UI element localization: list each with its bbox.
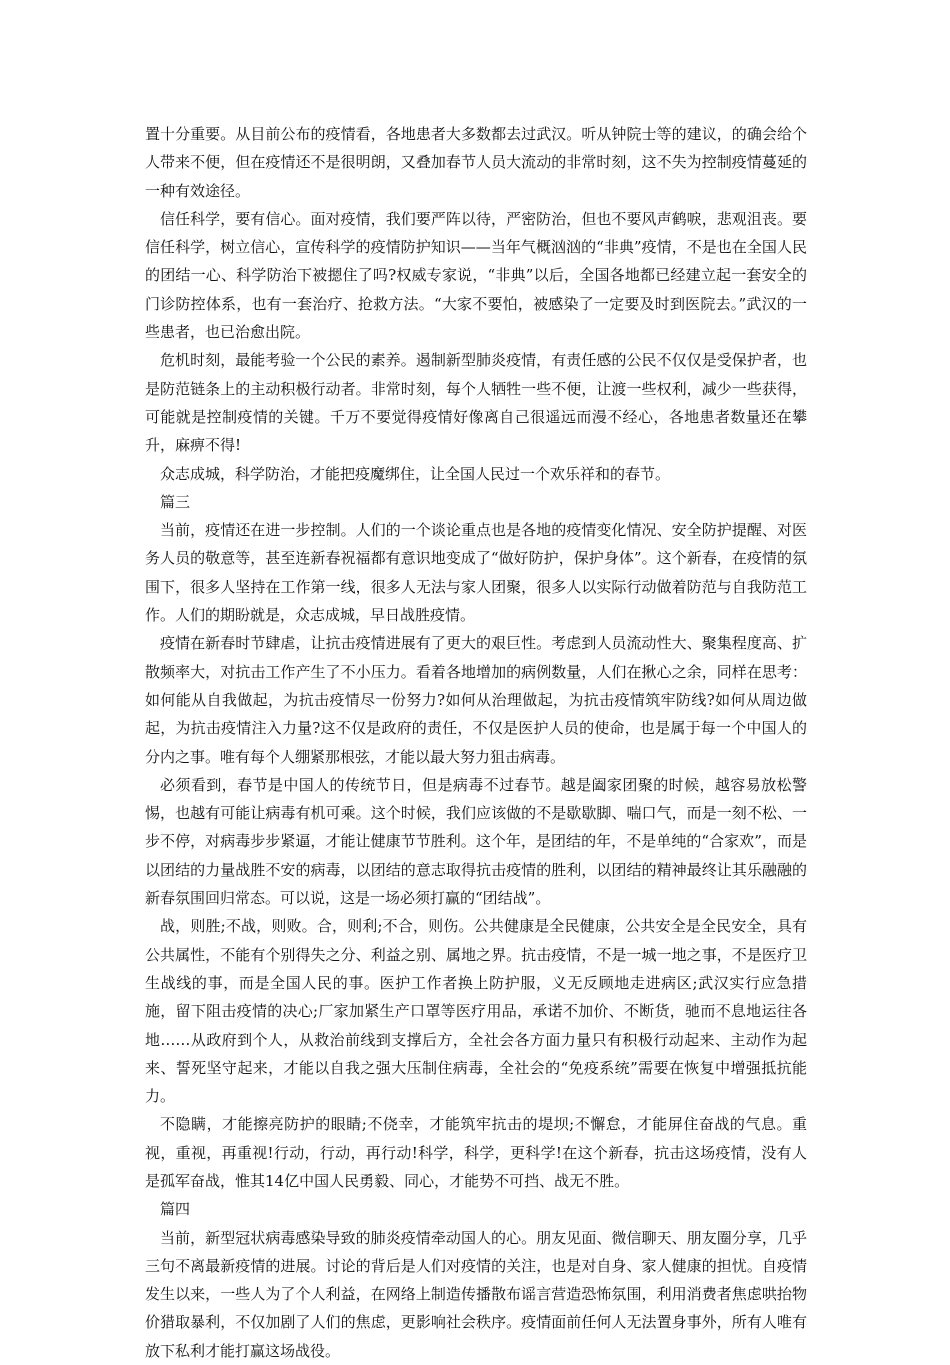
document-body	[145, 120, 807, 1365]
paragraph-continuation: 置十分重要。从目前公布的疫情看，各地患者大多数都去过武汉。听从钟院士等的建议，的确会给个人带来不便，但在疫情还不是很明朗，又叠加春节人员大流动的非常时刻，这不失为控制疫情蔓延的一种有效途径。	[145, 125, 807, 200]
paragraph-no-concealment: 不隐瞒，才能擦亮防护的眼睛;不侥幸，才能筑牢抗击的堤坝;不懈怠，才能屏住奋战的气息。重视，重视，再重视!行动，行动，再行动!科学，科学，更科学!在这个新春，抗击这场疫情，没有人是孤军奋战，惟其14亿中国人民勇毅、同心，才能势不可挡、战无不胜。	[145, 1115, 807, 1190]
paragraph-must-see: 必须看到，春节是中国人的传统节日，但是病毒不过春节。越是阖家团聚的时候，越容易放松警惕，也越有可能让病毒有机可乘。这个时候，我们应该做的不是歇歇脚、喘口气，而是一刻不松、一步不停，对病毒步步紧逼，才能让健康节节胜利。这个年，是团结的年，不是单纯的“合家欢”，而是以团结的力量战胜不安的病毒，以团结的意志取得抗击疫情的胜利，以团结的精神最终让其乐融融的新春氛围回归常态。可以说，这是一场必须打赢的“团结战”。	[145, 775, 807, 908]
paragraph-current-epidemic: 当前，疫情还在进一步控制。人们的一个谈论重点也是各地的疫情变化情况、安全防护提醒、对医务人员的敬意等，甚至连新春祝福都有意识地变成了“做好防护，保护身体”。这个新春，在疫情的氛围下，很多人坚持在工作第一线，很多人无法与家人团聚，很多人以实际行动做着防范与自我防范工作。人们的期盼就是，众志成城，早日战胜疫情。	[145, 521, 807, 625]
section-heading-3: 篇三	[160, 492, 191, 511]
paragraph-unite: 众志成城，科学防治，才能把疫魔绑住，让全国人民过一个欢乐祥和的春节。	[160, 464, 671, 483]
section-heading-4: 篇四	[160, 1200, 191, 1219]
paragraph-current-pneumonia: 当前，新型冠状病毒感染导致的肺炎疫情牵动国人的心。朋友见面、微信聊天、朋友圈分享，几乎三句不离最新疫情的进展。讨论的背后是人们对疫情的关注，也是对自身、家人健康的担忧。自疫情发生以来，一些人为了个人利益，在网络上制造传播散布谣言营造恐怖氛围，利用消费者焦虑哄抬物价猎取暴利，不仅加剧了人们的焦虑，更影响社会秩序。疫情面前任何人无法置身事外，所有人唯有放下私利才能打赢这场战役。	[145, 1228, 807, 1360]
paragraph-trust-science: 信任科学，要有信心。面对疫情，我们要严阵以待，严密防治，但也不要风声鹤唳，悲观沮丧。要信任科学，树立信心，宣传科学的疫情防护知识——当年气概汹汹的“非典”疫情，不是也在全国人民的团结一心、科学防治下被摁住了吗?权威专家说，“非典”以后，全国各地都已经建立起一套安全的门诊防控体系，也有一套治疗、抢救方法。“大家不要怕，被感染了一定要及时到医院去。”武汉的一些患者，也已治愈出院。	[145, 209, 807, 342]
paragraph-fight-win: 战，则胜;不战，则败。合，则利;不合，则伤。公共健康是全民健康，公共安全是全民安全，具有公共属性，不能有个别得失之分、利益之别、属地之界。抗击疫情，不是一城一地之事，不是医疗卫生战线的事，而是全国人民的事。医护工作者换上防护服，义无反顾地走进病区;武汉实行应急措施，留下阻击疫情的决心;厂家加紧生产口罩等医疗用品，承诺不加价、不断货，驰而不息地运往各地……从政府到个人，从救治前线到支撑后方，全社会各方面力量只有积极行动起来、主动作为起来、誓死坚守起来，才能以自我之强大压制住病毒，全社会的“免疫系统”需要在恢复中增强抵抗能力。	[145, 917, 807, 1106]
paragraph-crisis-moment: 危机时刻，最能考验一个公民的素养。遏制新型肺炎疫情，有责任感的公民不仅仅是受保护者，也是防范链条上的主动积极行动者。非常时刻，每个人牺牲一些不便，让渡一些权利，减少一些获得，可能就是控制疫情的关键。千万不要觉得疫情好像离自己很遥远而漫不经心，各地患者数量还在攀升，麻痹不得!	[145, 351, 807, 455]
paragraph-spring-festival-spread: 疫情在新春时节肆虐，让抗击疫情进展有了更大的艰巨性。考虑到人员流动性大、聚集程度高、扩散频率大，对抗击工作产生了不小压力。看着各地增加的病例数量，人们在揪心之余，同样在思考：如何能从自我做起，为抗击疫情尽一份努力?如何从治理做起，为抗击疫情筑牢防线?如何从周边做起，为抗击疫情注入力量?这不仅是政府的责任，不仅是医护人员的使命，也是属于每一个中国人的分内之事。唯有每个人绷紧那根弦，才能以最大努力狙击病毒。	[145, 634, 807, 766]
